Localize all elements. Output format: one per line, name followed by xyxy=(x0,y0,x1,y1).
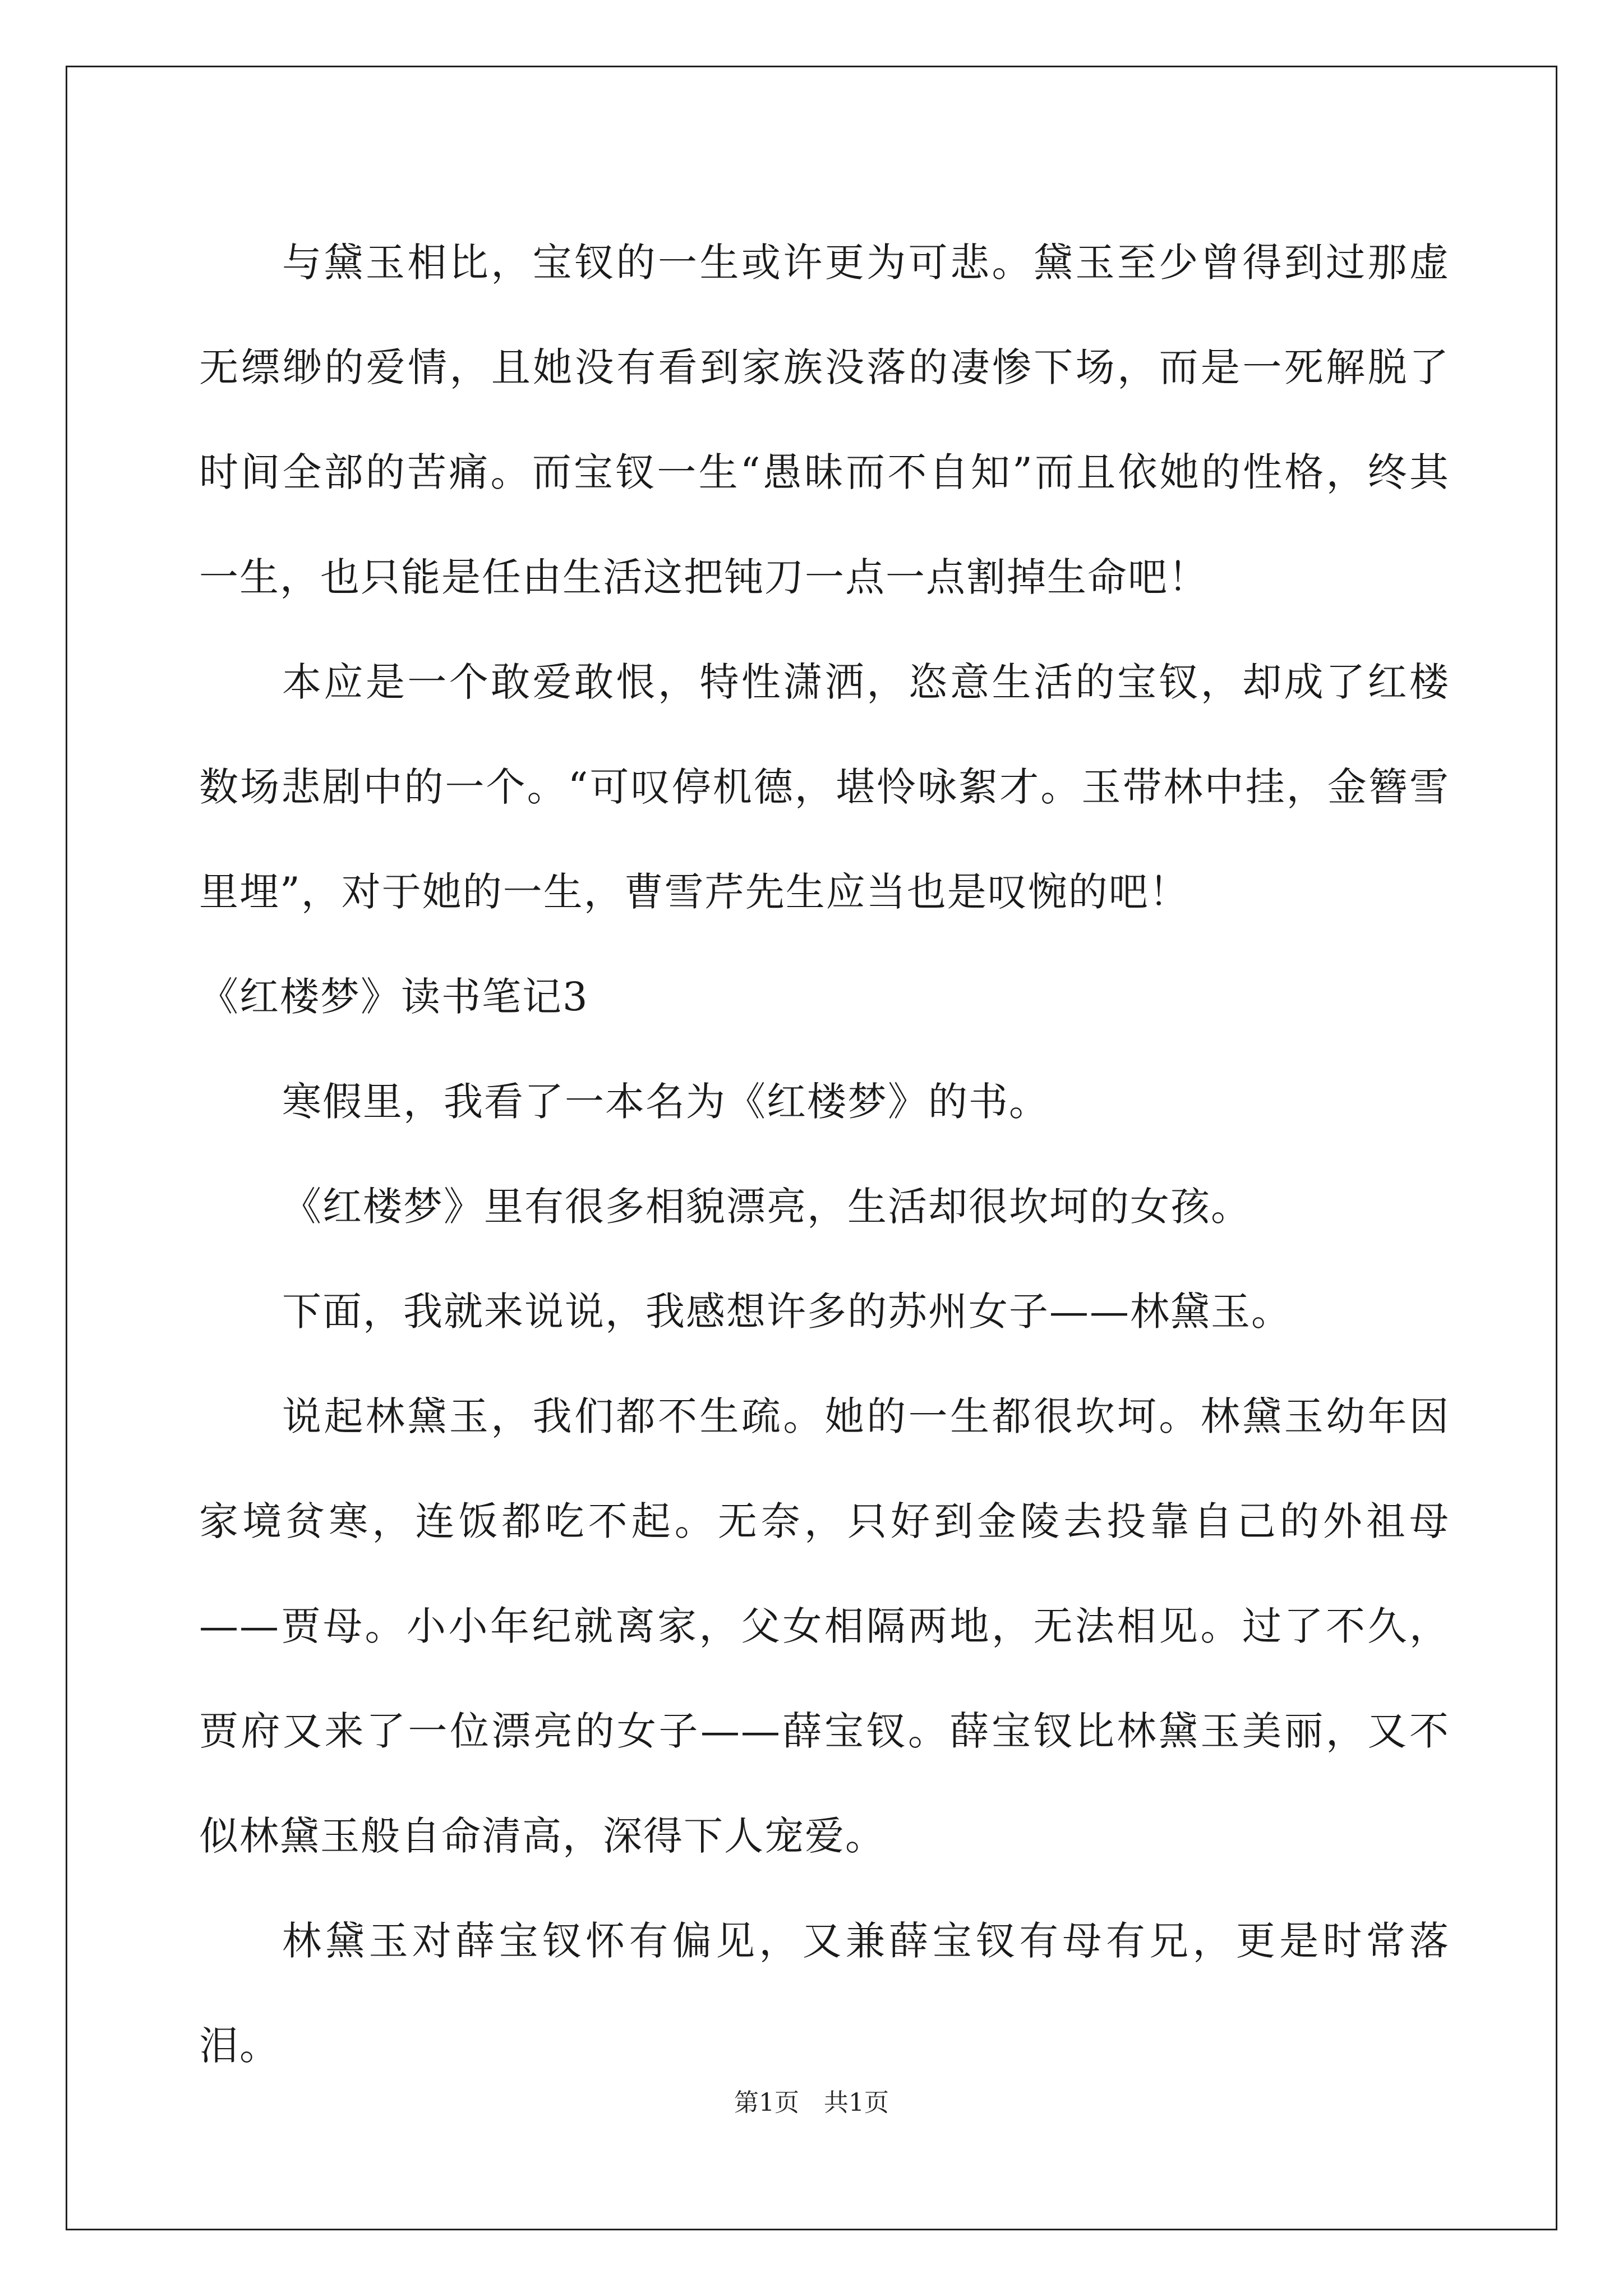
page-footer xyxy=(0,2082,1623,2118)
paragraph-5: 下面，我就来说说，我感想许多的苏州女子——林黛玉。 xyxy=(282,1289,1292,1335)
page-number: 第1页 xyxy=(734,2088,799,2117)
paragraph-3: 寒假里，我看了一本名为《红楼梦》的书。 xyxy=(282,1079,1049,1125)
paragraph-6: 说起林黛玉，我们都不生疏。她的一生都很坎坷。林黛玉幼年因家境贫寒，连饭都吃不起。无奈，只好到金陵去投靠自己的外祖母——贾母。小小年纪就离家，父女相隔两地，无法相见。过了不久，贾府又来了一位漂亮的女子——薛宝钗。薛宝钗比林黛玉美丽，又不似林黛玉般自命清高，深得下人宠爱。 xyxy=(199,1393,1450,1859)
paragraph-4: 《红楼梦》里有很多相貌漂亮，生活却很坎坷的女孩。 xyxy=(282,1184,1251,1230)
section-heading: 《红楼梦》读书笔记3 xyxy=(199,974,589,1020)
document-body xyxy=(199,210,1450,2099)
page-total: 共1页 xyxy=(824,2088,889,2117)
paragraph-7: 林黛玉对薛宝钗怀有偏见，又兼薛宝钗有母有兄，更是时常落泪。 xyxy=(199,1918,1450,2069)
paragraph-2: 本应是一个敢爱敢恨，特性潇洒，恣意生活的宝钗，却成了红楼数场悲剧中的一个。“可叹停机德，堪怜咏絮才。玉带林中挂，金簪雪里埋”，对于她的一生，曹雪芹先生应当也是叹惋的吧！ xyxy=(199,659,1450,915)
paragraph-1: 与黛玉相比，宝钗的一生或许更为可悲。黛玉至少曾得到过那虚无缥缈的爱情，且她没有看到家族没落的凄惨下场，而是一死解脱了时间全部的苦痛。而宝钗一生“愚昧而不自知”而且依她的性格，终其一生，也只能是任由生活这把钝刀一点一点割掉生命吧！ xyxy=(199,240,1450,600)
